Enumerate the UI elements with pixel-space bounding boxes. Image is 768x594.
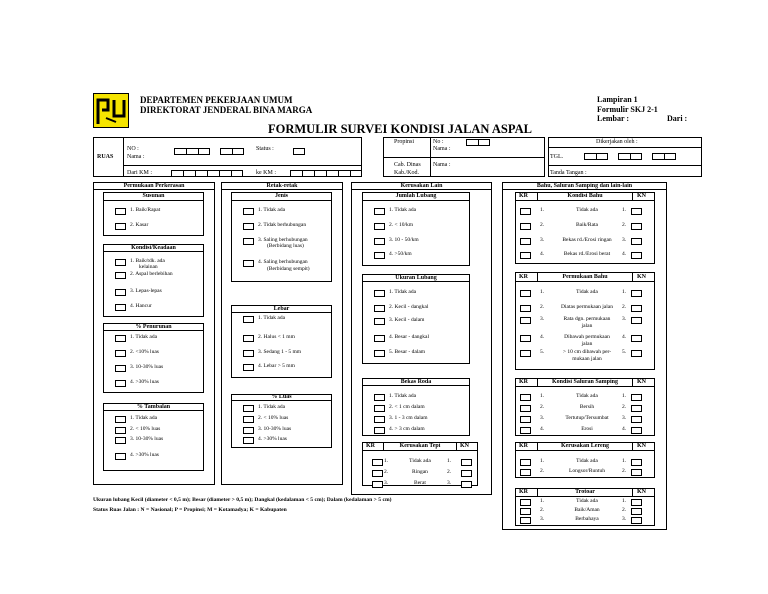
trotoar-option: Tidak ada	[576, 498, 598, 504]
lubang-option: 1. Tidak ada	[389, 207, 417, 213]
lebar-option: 4. Lebar > 5 mm	[258, 363, 295, 369]
row-num: 4.	[540, 251, 545, 257]
kondisi-checkbox-1[interactable]	[115, 259, 126, 266]
lubang-option: 2. < 10/km	[389, 222, 414, 228]
luas-option: 1. Tidak ada	[258, 404, 286, 410]
row-num: 3.	[622, 516, 627, 522]
row-num: 1.	[540, 458, 545, 464]
tanda-tangan-label: Tanda Tangan :	[550, 170, 587, 176]
jenis-option-cont: (Berbidang luas)	[267, 243, 304, 249]
lubang-checkbox-1[interactable]	[374, 208, 385, 215]
tepi-kn-num: 3.	[447, 480, 452, 486]
tambalan-option: 4. >30% luas	[130, 452, 159, 458]
dikerjakan-label: Dikerjakan oleh :	[596, 139, 638, 145]
tepi-kr-num: 1.	[384, 458, 389, 464]
lebar-title: Lebar	[273, 306, 290, 312]
kondisi-bahu-kn-checkbox-4[interactable]	[631, 252, 642, 259]
trotoar-kr-checkbox-1[interactable]	[520, 499, 531, 506]
kondisi-option: 1. Baik/tdk. ada	[130, 258, 165, 264]
saluran-kn: KN	[637, 379, 646, 385]
jenis-option-cont: (Berbidang sempit)	[267, 266, 310, 272]
tepi-kn-checkbox-2[interactable]	[461, 470, 472, 477]
permukaan-bahu-option: > 10 cm dibawah per-	[562, 349, 612, 355]
roda-checkbox-3[interactable]	[374, 416, 385, 423]
jenis-checkbox-3[interactable]	[243, 238, 254, 245]
saluran-option: Erosi	[581, 426, 593, 432]
permukaan-bahu-kn-checkbox-1[interactable]	[631, 290, 642, 297]
row-num: 5.	[540, 349, 545, 355]
status-field[interactable]	[293, 148, 305, 155]
permukaan-bahu-option-cont: mukaan jalan	[572, 356, 602, 362]
row-num: 4.	[622, 334, 627, 340]
jumlah-lubang-title: Jumlah Lubang	[395, 193, 437, 199]
lebar-checkbox-4[interactable]	[243, 364, 254, 371]
ukuran-checkbox-5[interactable]	[374, 350, 385, 357]
propinsi-no-label: No :	[433, 139, 444, 145]
kondisi-option: 2. Aspal berlebihan	[130, 271, 173, 277]
row-num: 2.	[540, 222, 545, 228]
row-num: 4.	[540, 426, 545, 432]
trotoar-kr-checkbox-2[interactable]	[520, 508, 531, 515]
row-num: 3.	[540, 415, 545, 421]
lubang-option: 4. >50/km	[389, 251, 412, 257]
saluran-option: Tidak ada	[576, 393, 598, 399]
penurunan-option: 2. <10% luas	[130, 349, 159, 355]
row-num: 1.	[622, 393, 627, 399]
jenis-checkbox-4[interactable]	[243, 260, 254, 267]
susunan-checkbox-2[interactable]	[115, 223, 126, 230]
saluran-kr-checkbox-2[interactable]	[520, 405, 531, 412]
ke-km-label: ke KM :	[256, 170, 276, 176]
no-label: NO :	[127, 146, 139, 152]
tepi-kn-checkbox-1[interactable]	[461, 459, 472, 466]
kerusakan-tepi-title: Kerusakan Tepi	[399, 443, 441, 449]
lereng-kn-checkbox-2[interactable]	[631, 469, 642, 476]
saluran-kr-checkbox-4[interactable]	[520, 427, 531, 434]
permukaan-bahu-kr: KR	[519, 274, 528, 280]
jenis-option: 4. Saling berhubungan	[258, 259, 308, 265]
permukaan-bahu-kr-checkbox-1[interactable]	[520, 290, 531, 297]
bahu-title: Bahu, Saluran Samping dan lain-lain	[536, 183, 633, 189]
tepi-kr-checkbox-3[interactable]	[372, 481, 383, 488]
status-label: Status :	[256, 146, 274, 152]
saluran-kr: KR	[519, 379, 528, 385]
formulir-code: Formulir SKJ 2-1	[597, 105, 658, 114]
cab-nama-label: Nama :	[433, 162, 451, 168]
saluran-kr-checkbox-3[interactable]	[520, 416, 531, 423]
tambalan-checkbox-1[interactable]	[115, 416, 126, 423]
susunan-title: Susunan	[142, 193, 165, 199]
jenis-title: Jenis	[274, 193, 288, 199]
row-num: 1.	[540, 393, 545, 399]
ukuran-lubang-title: Ukuran Lubang	[395, 275, 437, 281]
row-num: 4.	[622, 426, 627, 432]
permukaan-bahu-kn-checkbox-5[interactable]	[631, 350, 642, 357]
permukaan-bahu-option: Diatas permukaan jalan	[561, 304, 613, 310]
lebar-checkbox-1[interactable]	[243, 316, 254, 323]
jenis-option: 2. Tidak berhubungan	[258, 222, 307, 228]
ukuran-option: 3. Kecil - dalam	[389, 317, 425, 323]
tambalan-checkbox-3[interactable]	[115, 437, 126, 444]
saluran-title: Kondisi Saluran Samping	[551, 379, 619, 385]
trotoar-kn: KN	[637, 489, 646, 495]
kondisi-bahu-kn-checkbox-1[interactable]	[631, 208, 642, 215]
penurunan-title: % Penurunan	[135, 324, 172, 330]
penurunan-checkbox-1[interactable]	[115, 335, 126, 342]
row-num: 1.	[622, 289, 627, 295]
pu-logo	[93, 93, 129, 128]
saluran-kr-checkbox-1[interactable]	[520, 394, 531, 401]
lubang-checkbox-3[interactable]	[374, 238, 385, 245]
jenis-option: 3. Saling berhubungan	[258, 237, 308, 243]
jenis-option: 1. Tidak ada	[258, 207, 286, 213]
footer-note-status: Status Ruas Jalan : N = Nasional; P = Propinsi; M = Kotamadya; K = Kabupaten	[93, 507, 287, 513]
kondisi-bahu-kn: KN	[637, 193, 646, 199]
trotoar-kn-checkbox-3[interactable]	[631, 517, 642, 524]
lubang-option: 3. 10 - 50/km	[389, 237, 419, 243]
dari-label: Dari :	[667, 114, 688, 123]
trotoar-option: Baik/Aman	[574, 507, 600, 513]
tepi-kr-checkbox-1[interactable]	[372, 459, 383, 466]
saluran-option: Bersih	[579, 404, 595, 410]
row-num: 2.	[540, 404, 545, 410]
kondisi-bahu-kn-checkbox-3[interactable]	[631, 238, 642, 245]
row-num: 4.	[622, 251, 627, 257]
kondisi-bahu-kr: KR	[519, 193, 528, 199]
permukaan-bahu-option: Dibawah permukaan	[564, 334, 610, 340]
row-num: 1.	[622, 458, 627, 464]
susunan-option: 2. Kasar	[130, 222, 149, 228]
kondisi-checkbox-4[interactable]	[115, 304, 126, 311]
permukaan-bahu-kn-checkbox-2[interactable]	[631, 305, 642, 312]
kondisi-bahu-option: Bekas rd./Erosi berat	[563, 251, 611, 257]
tambalan-checkbox-4[interactable]	[115, 453, 126, 460]
kondisi-option: 4. Hancur	[130, 303, 152, 309]
lubang-checkbox-4[interactable]	[374, 252, 385, 259]
nama-label: Nama :	[127, 154, 145, 160]
lebar-option: 1. Tidak ada	[258, 315, 286, 321]
footer-note-lubang: Ukuran lubang Kecil (diameter < 0,5 m); Besar (diameter > 0,5 m); Dangkal (kedalaman < 5 cm); Dalam (kedalaman > 5 cm)	[93, 497, 392, 503]
kondisi-bahu-option: Baik/Rata	[576, 222, 598, 228]
penurunan-option: 4. >30% luas	[130, 379, 159, 385]
saluran-kn-checkbox-3[interactable]	[631, 416, 642, 423]
kondisi-bahu-kn-checkbox-2[interactable]	[631, 223, 642, 230]
susunan-checkbox-1[interactable]	[115, 208, 126, 215]
kondisi-option: 3. Lepas-lepas	[130, 288, 162, 294]
row-num: 3.	[540, 316, 545, 322]
saluran-kn-checkbox-1[interactable]	[631, 394, 642, 401]
tepi-kn-checkbox-3[interactable]	[461, 481, 472, 488]
tepi-kn-label: KN	[460, 443, 469, 449]
permukaan-bahu-kn: KN	[637, 274, 646, 280]
lereng-kn: KN	[637, 443, 646, 449]
lereng-option: Longsor/Runtuh	[568, 468, 606, 474]
propinsi-nama-label: Nama :	[433, 146, 451, 152]
roda-checkbox-1[interactable]	[374, 394, 385, 401]
row-num: 1.	[540, 289, 545, 295]
lereng-kr: KR	[519, 443, 528, 449]
retak-title: Retak-retak	[266, 183, 298, 189]
permukaan-bahu-option: Rata dgn. permukaan	[563, 316, 611, 322]
permukaan-bahu-kr-checkbox-2[interactable]	[520, 305, 531, 312]
ukuran-option: 1. Tidak ada	[389, 289, 417, 295]
row-num: 3.	[540, 516, 545, 522]
lebar-checkbox-2[interactable]	[243, 335, 254, 342]
kondisi-option-cont: kelainan	[139, 264, 158, 270]
row-num: 1.	[540, 498, 545, 504]
roda-option: 3. 1 - 3 cm dalam	[389, 415, 428, 421]
kondisi-bahu-kr-checkbox-1[interactable]	[520, 208, 531, 215]
ukuran-checkbox-1[interactable]	[374, 290, 385, 297]
ruas-no-field-1[interactable]	[174, 148, 210, 155]
row-num: 3.	[540, 237, 545, 243]
tambalan-option: 2. < 10% luas	[130, 426, 161, 432]
lereng-title: Kerusakan Lereng	[560, 443, 610, 449]
tepi-kr-num: 2.	[384, 469, 389, 475]
luas-option: 4. >30% luas	[258, 436, 287, 442]
jenis-checkbox-1[interactable]	[243, 208, 254, 215]
luas-checkbox-1[interactable]	[243, 405, 254, 412]
ukuran-option: 2. Kecil - dangkal	[389, 304, 429, 310]
trotoar-kn-checkbox-1[interactable]	[631, 499, 642, 506]
lubang-checkbox-2[interactable]	[374, 223, 385, 230]
row-num: 1.	[622, 498, 627, 504]
luas-checkbox-4[interactable]	[243, 437, 254, 444]
row-num: 4.	[540, 334, 545, 340]
saluran-kn-checkbox-4[interactable]	[631, 427, 642, 434]
tambalan-title: % Tambalan	[136, 404, 171, 410]
bekas-roda-title: Bekas Roda	[400, 379, 432, 385]
penurunan-option: 3. 10-30% luas	[130, 364, 164, 370]
kondisi-bahu-title: Kondisi Bahu	[567, 193, 603, 199]
row-num: 1.	[622, 207, 627, 213]
ruas-label: RUAS	[97, 154, 114, 160]
permukaan-bahu-option-cont: jalan	[581, 341, 593, 347]
kondisi-bahu-kr-checkbox-2[interactable]	[520, 223, 531, 230]
luas-checkbox-3[interactable]	[243, 427, 254, 434]
ukuran-option: 5. Besar - dalam	[389, 349, 426, 355]
org-name-2: DIREKTORAT JENDERAL BINA MARGA	[140, 105, 313, 115]
tepi-option: Tidak ada	[409, 458, 431, 464]
lereng-kr-checkbox-1[interactable]	[520, 459, 531, 466]
form-title: FORMULIR SURVEI KONDISI JALAN ASPAL	[268, 122, 532, 136]
kondisi-checkbox-3[interactable]	[115, 289, 126, 296]
cab-dinas-label: Cab. Dinas	[394, 162, 421, 168]
row-num: 2.	[622, 404, 627, 410]
tepi-option: Berat	[414, 480, 426, 486]
saluran-kn-checkbox-2[interactable]	[631, 405, 642, 412]
ukuran-checkbox-2[interactable]	[374, 305, 385, 312]
lampiran: Lampiran 1	[597, 95, 638, 104]
lebar-option: 2. Halus < 1 mm	[258, 334, 295, 340]
susunan-option: 1. Baik/Rapat	[130, 207, 161, 213]
lebar-checkbox-3[interactable]	[243, 350, 254, 357]
jenis-checkbox-2[interactable]	[243, 223, 254, 230]
row-num: 2.	[540, 468, 545, 474]
lereng-kn-checkbox-1[interactable]	[631, 459, 642, 466]
permukaan-bahu-kn-checkbox-4[interactable]	[631, 335, 642, 342]
tgl-label: TGL.	[550, 154, 564, 160]
trotoar-kr-checkbox-3[interactable]	[520, 517, 531, 524]
tepi-kr-checkbox-2[interactable]	[372, 470, 383, 477]
kondisi-checkbox-2[interactable]	[115, 272, 126, 279]
kab-kod-label: Kab./Kod.	[394, 170, 419, 176]
ukuran-checkbox-4[interactable]	[374, 335, 385, 342]
org-name-1: DEPARTEMEN PEKERJAAN UMUM	[140, 95, 293, 105]
luas-title: % Luas	[271, 394, 292, 400]
roda-option: 2. < 1 cm dalam	[389, 404, 425, 410]
trotoar-kr: KR	[519, 489, 528, 495]
row-num: 2.	[540, 507, 545, 513]
trotoar-kn-checkbox-2[interactable]	[631, 508, 642, 515]
kondisi-title: Kondisi/Keadaan	[131, 245, 176, 251]
kondisi-bahu-option: Tidak ada	[576, 207, 598, 213]
kerusakan-title: Kerusakan Lain	[400, 183, 443, 189]
tambalan-option: 1. Tidak ada	[130, 415, 158, 421]
roda-option: 4. > 3 cm dalam	[389, 426, 425, 432]
permukaan-bahu-option: Tidak ada	[576, 289, 598, 295]
row-num: 2.	[622, 507, 627, 513]
tepi-kn-num: 1.	[447, 458, 452, 464]
penurunan-checkbox-2[interactable]	[115, 350, 126, 357]
luas-option: 2. < 10% luas	[258, 415, 289, 421]
trotoar-option: Berbahaya	[575, 516, 599, 522]
lereng-option: Tidak ada	[576, 458, 598, 464]
penurunan-checkbox-3[interactable]	[115, 365, 126, 372]
tambalan-checkbox-2[interactable]	[115, 427, 126, 434]
trotoar-title: Trotoar	[575, 489, 595, 495]
kondisi-bahu-kr-checkbox-4[interactable]	[520, 252, 531, 259]
row-num: 3.	[622, 316, 627, 322]
kondisi-bahu-option: Bekas rd./Erosi ringan	[562, 237, 612, 243]
tepi-kn-num: 2.	[447, 469, 452, 475]
ukuran-checkbox-3[interactable]	[374, 318, 385, 325]
tepi-kr-num: 3.	[384, 480, 389, 486]
kondisi-bahu-kr-checkbox-3[interactable]	[520, 238, 531, 245]
permukaan-bahu-kr-checkbox-3[interactable]	[520, 317, 531, 324]
luas-option: 3. 10-30% luas	[258, 426, 292, 432]
luas-checkbox-2[interactable]	[243, 416, 254, 423]
permukaan-bahu-option-cont: jalan	[581, 323, 593, 329]
lebar-option: 3. Sedang 1 - 5 mm	[258, 349, 302, 355]
row-num: 1.	[540, 207, 545, 213]
roda-checkbox-2[interactable]	[374, 405, 385, 412]
row-num: 2.	[622, 304, 627, 310]
roda-checkbox-4[interactable]	[374, 427, 385, 434]
penurunan-checkbox-4[interactable]	[115, 380, 126, 387]
permukaan-bahu-title: Permukaan Bahu	[562, 274, 608, 280]
permukaan-bahu-kn-checkbox-3[interactable]	[631, 317, 642, 324]
saluran-option: Tertutup/Tersumbat	[565, 415, 609, 421]
lereng-kr-checkbox-2[interactable]	[520, 469, 531, 476]
row-num: 2.	[622, 222, 627, 228]
row-num: 5.	[622, 349, 627, 355]
row-num: 2.	[622, 468, 627, 474]
lembar-label: Lembar :	[597, 114, 630, 123]
tepi-option: Ringan	[412, 469, 428, 475]
permukaan-bahu-kr-checkbox-4[interactable]	[520, 335, 531, 342]
row-num: 2.	[540, 304, 545, 310]
tepi-kr-label: KR	[366, 443, 375, 449]
ukuran-option: 4. Besar - dangkal	[389, 334, 430, 340]
perkerasan-title: Permukaan Perkerasan	[123, 183, 185, 189]
tambalan-option: 3. 10-30% luas	[130, 436, 164, 442]
roda-option: 1. Tidak ada	[389, 393, 417, 399]
propinsi-label: Propinsi	[394, 139, 415, 145]
penurunan-option: 1. Tidak ada	[130, 334, 158, 340]
row-num: 3.	[622, 415, 627, 421]
dari-km-label: Dari KM :	[127, 170, 152, 176]
row-num: 3.	[622, 237, 627, 243]
permukaan-bahu-kr-checkbox-5[interactable]	[520, 350, 531, 357]
